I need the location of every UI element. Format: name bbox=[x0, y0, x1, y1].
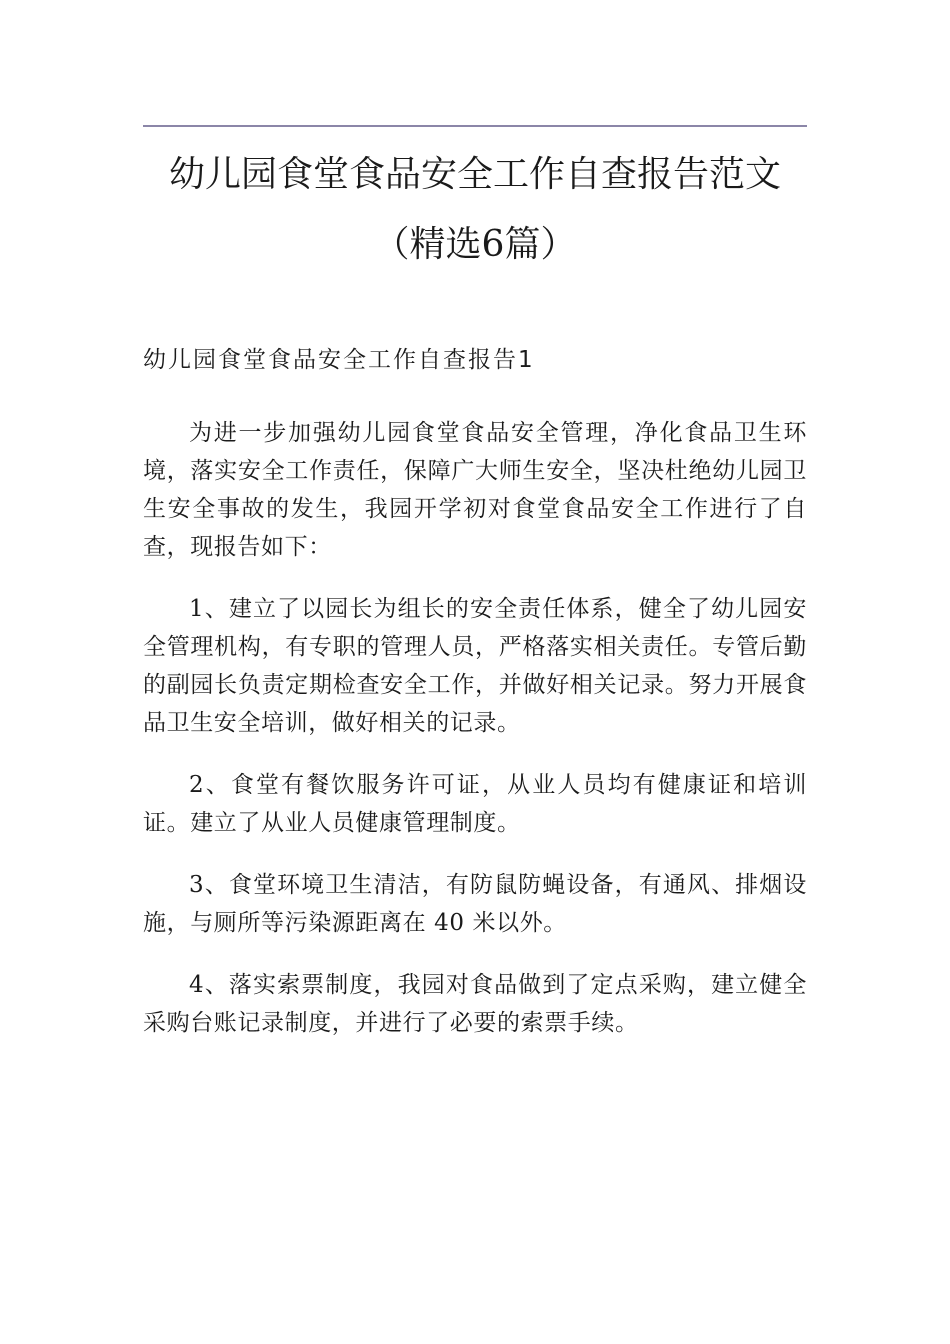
header-rule bbox=[143, 125, 807, 127]
paragraph-item-4: 4、落实索票制度，我园对食品做到了定点采购，建立健全采购台账记录制度，并进行了必要的索票手续。 bbox=[143, 972, 807, 1036]
section-heading: 幼儿园食堂食品安全工作自查报告1 bbox=[143, 347, 535, 373]
document-body bbox=[143, 414, 807, 1066]
paragraph-intro: 为进一步加强幼儿园食堂食品安全管理，净化食品卫生环境，落实安全工作责任，保障广大师生安全，坚决杜绝幼儿园卫生安全事故的发生，我园开学初对食堂食品安全工作进行了自查，现报告如下： bbox=[143, 420, 807, 560]
paragraph-item-1: 1、建立了以园长为组长的安全责任体系，健全了幼儿园安全管理机构，有专职的管理人员，严格落实相关责任。专管后勤的副园长负责定期检查安全工作，并做好相关记录。努力开展食品卫生安全培训，做好相关的记录。 bbox=[143, 596, 807, 736]
document-title: 幼儿园食堂食品安全工作自查报告范文 bbox=[168, 154, 781, 195]
paragraph-item-3: 3、食堂环境卫生清洁，有防鼠防蝇设备，有通风、排烟设施，与厕所等污染源距离在 40 米以外。 bbox=[143, 872, 807, 936]
document-subtitle: （精选6篇） bbox=[373, 224, 577, 265]
paragraph-item-2: 2、食堂有餐饮服务许可证，从业人员均有健康证和培训证。建立了从业人员健康管理制度。 bbox=[143, 772, 807, 836]
